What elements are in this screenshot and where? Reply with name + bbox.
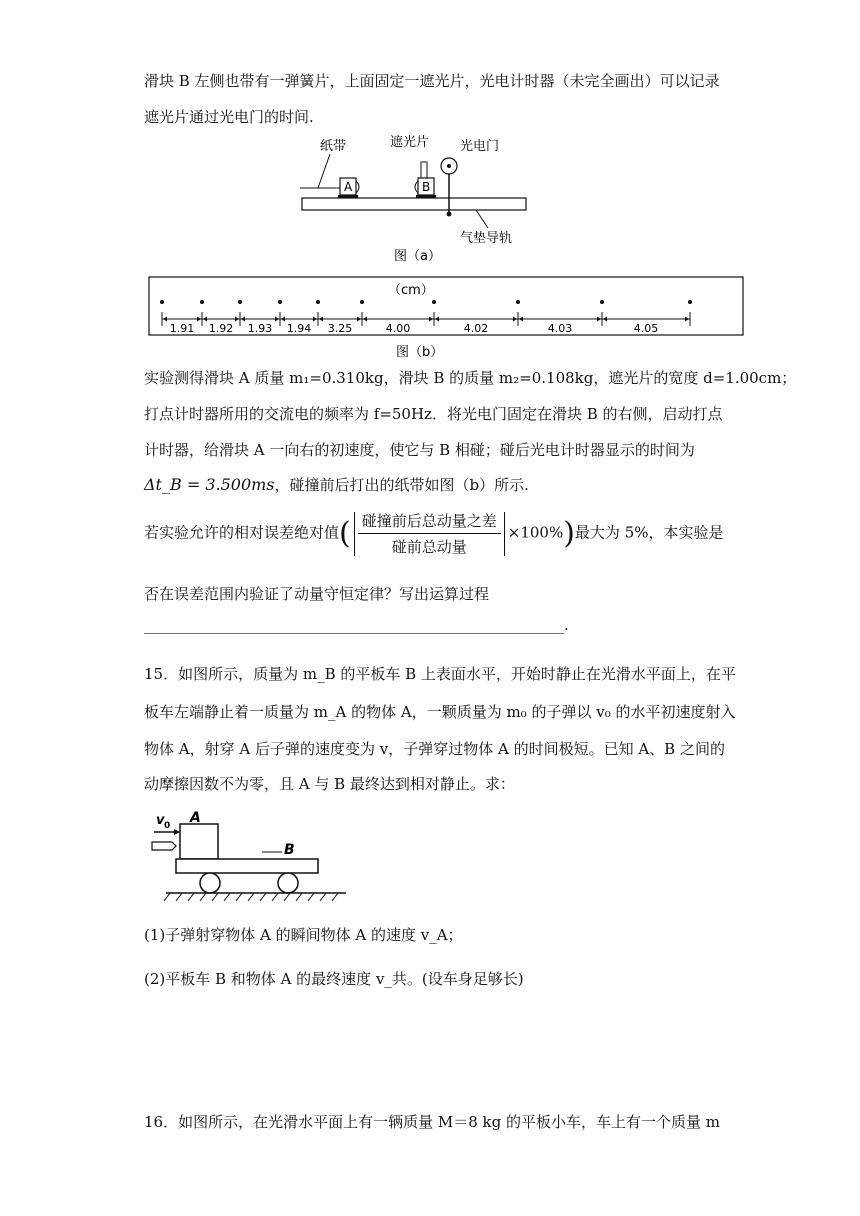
tape-segment-label: 4.05: [633, 322, 659, 335]
formula-dt: Δt_B = 3.500ms: [144, 475, 275, 494]
label-rail: 气垫导轨: [460, 231, 513, 246]
tape-segment-label: 3.25: [327, 322, 353, 335]
q15-sub2: (2)平板车 B 和物体 A 的最终速度 v_共。(设车身足够长): [144, 970, 524, 988]
paragraph-line: 遮光片通过光电门的时间.: [144, 108, 314, 126]
tape-arrowhead: [685, 317, 689, 322]
shade-plate: [421, 162, 427, 178]
q15-line: 物体 A，射穿 A 后子弹的速度变为 v，子弹穿过物体 A 的时间极短。已知 A、B 之间的: [144, 740, 725, 758]
tape-arrowhead: [235, 317, 239, 322]
paragraph-line: 计时器，给滑块 A 一向右的初速度，使它与 B 相碰；碰后光电计时器显示的时间为: [144, 441, 695, 459]
q16-line: 16．如图所示，在光滑水平面上有一辆质量 M＝8 kg 的平板小车，车上有一个质量 m: [144, 1113, 720, 1131]
cart-b: [176, 859, 318, 873]
bullet: [152, 842, 176, 850]
paragraph-line: 实验测得滑块 A 质量 m₁=0.310kg，滑块 B 的质量 m₂=0.108kg，遮光片的宽度 d=1.00cm；: [144, 369, 797, 387]
q15-line: 15．如图所示，质量为 m_B 的平板车 B 上表面水平，开始时静止在光滑水平面上，在平: [144, 665, 736, 683]
q15-line: 板车左端静止着一质量为 m_A 的物体 A，一颗质量为 m₀ 的子弹以 v₀ 的水平初速度射入: [144, 703, 736, 721]
tape-arrowhead: [163, 317, 167, 322]
tape-arrowhead: [429, 317, 433, 322]
tape-unit: （cm）: [388, 283, 434, 298]
label-gate: 光电门: [460, 139, 500, 154]
figure-a: [290, 128, 540, 268]
tape-dot: [516, 300, 520, 304]
tape-arrowhead: [197, 317, 201, 322]
figure-a-caption: 图（a）: [394, 249, 441, 264]
wheel: [278, 873, 298, 893]
tape-arrowhead: [275, 317, 279, 322]
svg-text:v: v: [156, 813, 165, 828]
paragraph-line: Δt_B = 3.500ms，碰撞前后打出的纸带如图（b）所示.: [144, 475, 529, 494]
tape-dot: [200, 300, 204, 304]
tape-segment-label: 4.03: [547, 322, 573, 335]
tape-arrowhead: [519, 317, 523, 322]
tape-segment-label: 4.02: [463, 322, 489, 335]
svg-text:B: B: [422, 180, 431, 194]
figure-b: [148, 276, 744, 362]
svg-text:B: B: [284, 842, 295, 858]
svg-text:A: A: [190, 810, 201, 826]
error-formula-line: 若实验允许的相对误差绝对值( $\frac{\text{碰撞前后总动量之差}}{\text{碰前总动量}}$ ×100%)最大为 5%，本实验是: [144, 512, 724, 556]
label-shade: 遮光片: [390, 135, 430, 150]
tape-segment-label: 1.92: [208, 322, 234, 335]
tape-dot: [432, 300, 436, 304]
tape-dot: [688, 300, 692, 304]
tape-dot: [238, 300, 242, 304]
tape-dot: [316, 300, 320, 304]
tape-arrowhead: [363, 317, 367, 322]
q15-figure: [146, 806, 356, 904]
wheel: [200, 873, 220, 893]
air-track: [302, 198, 526, 210]
tape-arrowhead: [241, 317, 245, 322]
tape-arrowhead: [513, 317, 517, 322]
paragraph-line: 否在误差范围内验证了动量守恒定律？写出运算过程: [144, 585, 490, 603]
paragraph-line: 打点计时器所用的交流电的频率为 f=50Hz．将光电门固定在滑块 B 的右侧，启动打点: [144, 405, 723, 423]
tape-arrowhead: [203, 317, 207, 322]
tape-segment-label: 1.91: [169, 322, 195, 335]
tape-dot: [160, 300, 164, 304]
tape-arrowhead: [435, 317, 439, 322]
svg-text:A: A: [344, 180, 353, 194]
tape-dot: [360, 300, 364, 304]
tape-dot: [278, 300, 282, 304]
label-tape: 纸带: [320, 139, 347, 154]
tape-segment-label: 1.93: [247, 322, 273, 335]
tape-arrowhead: [603, 317, 607, 322]
tape-segment-label: 1.94: [286, 322, 312, 335]
tape-arrowhead: [597, 317, 601, 322]
tape-arrowhead: [281, 317, 285, 322]
fraction: $\frac{\text{碰撞前后总动量之差}}{\text{碰前总动量}}$: [358, 510, 501, 557]
svg-text:0: 0: [164, 821, 171, 831]
tape-segment-label: 4.00: [385, 322, 411, 335]
tape-arrowhead: [357, 317, 361, 322]
tape-arrowhead: [319, 317, 323, 322]
tape-arrowhead: [313, 317, 317, 322]
q15-line: 动摩擦因数不为零，且 A 与 B 最终达到相对静止。求：: [144, 775, 515, 793]
object-a: [180, 824, 218, 859]
answer-blank: ________________________________________________________.: [144, 616, 569, 634]
tape-dot: [600, 300, 604, 304]
q15-sub1: (1)子弹射穿物体 A 的瞬间物体 A 的速度 v_A；: [144, 926, 463, 944]
paragraph-line: 滑块 B 左侧也带有一弹簧片，上面固定一遮光片，光电计时器（未完全画出）可以记录: [144, 72, 720, 90]
figure-b-caption: 图（b）: [396, 345, 444, 360]
